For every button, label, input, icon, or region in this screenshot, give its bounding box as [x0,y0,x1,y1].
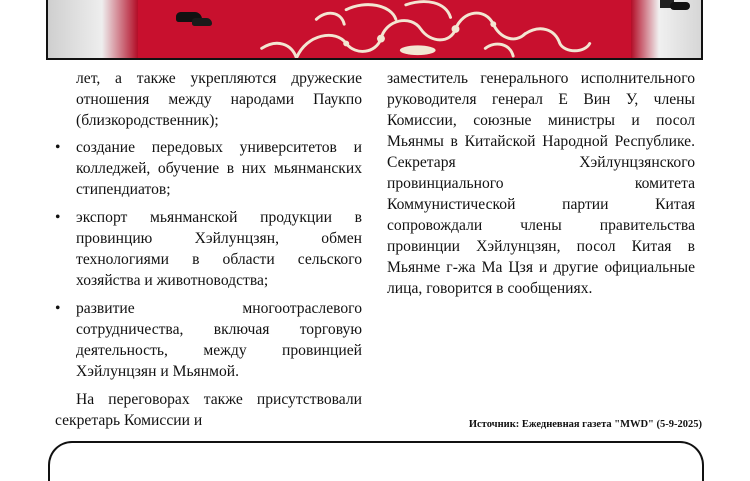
article-photo [46,0,703,60]
body-paragraph: На переговорах также присутствовали секретарь Комиссии и [55,391,362,429]
right-text-column [387,68,695,299]
photo-shoe [192,18,212,26]
source-citation: Источник: Ежедневная газета "MWD" (5-9-2025) [468,419,702,430]
bullet-icon: • [55,139,61,156]
body-paragraph: заместитель генерального исполнительного руководителя генерал Е Вин У, члены Комиссии, союзные министры и посол Мьянмы в Китайской Народной Республике. Секретаря Хэйлунцзянского провинциального комитета Коммунистической партии Китая сопровождали члены правительства провинции Хэйлунцзян, посол Китая в Мьянме г-жа Ма Цзя и другие официальные лица, говорится в сообщениях. [387,70,695,297]
list-item-text: развитие многоотраслевого сотрудничества, включая торговую деятельность, между провинцией Хэйлунцзян и Мьянмой. [76,300,362,380]
bullet-icon: • [55,209,61,226]
photo-wall-right [631,0,701,58]
next-section-frame [48,441,704,481]
list-item-text: создание передовых университетов и колледжей, обучение в них мьянманских стипендиатов; [76,139,362,198]
list-item [55,298,362,382]
continued-paragraph: лет, а также укрепляются дружеские отношения между народами Паукпо (близкородственник); [76,70,362,129]
left-text-column [55,68,362,431]
photo-shoe [670,2,690,10]
list-item-text: экспорт мьянманской продукции в провинцию Хэйлунцзян, обмен технологиями в области сельского хозяйства и животноводства; [76,209,362,289]
photo-wall-left [48,0,138,58]
list-item [55,137,362,200]
bullet-icon: • [55,300,61,317]
list-item [55,207,362,291]
bullet-list [55,137,362,382]
ornamental-carpet-pattern [48,0,701,58]
